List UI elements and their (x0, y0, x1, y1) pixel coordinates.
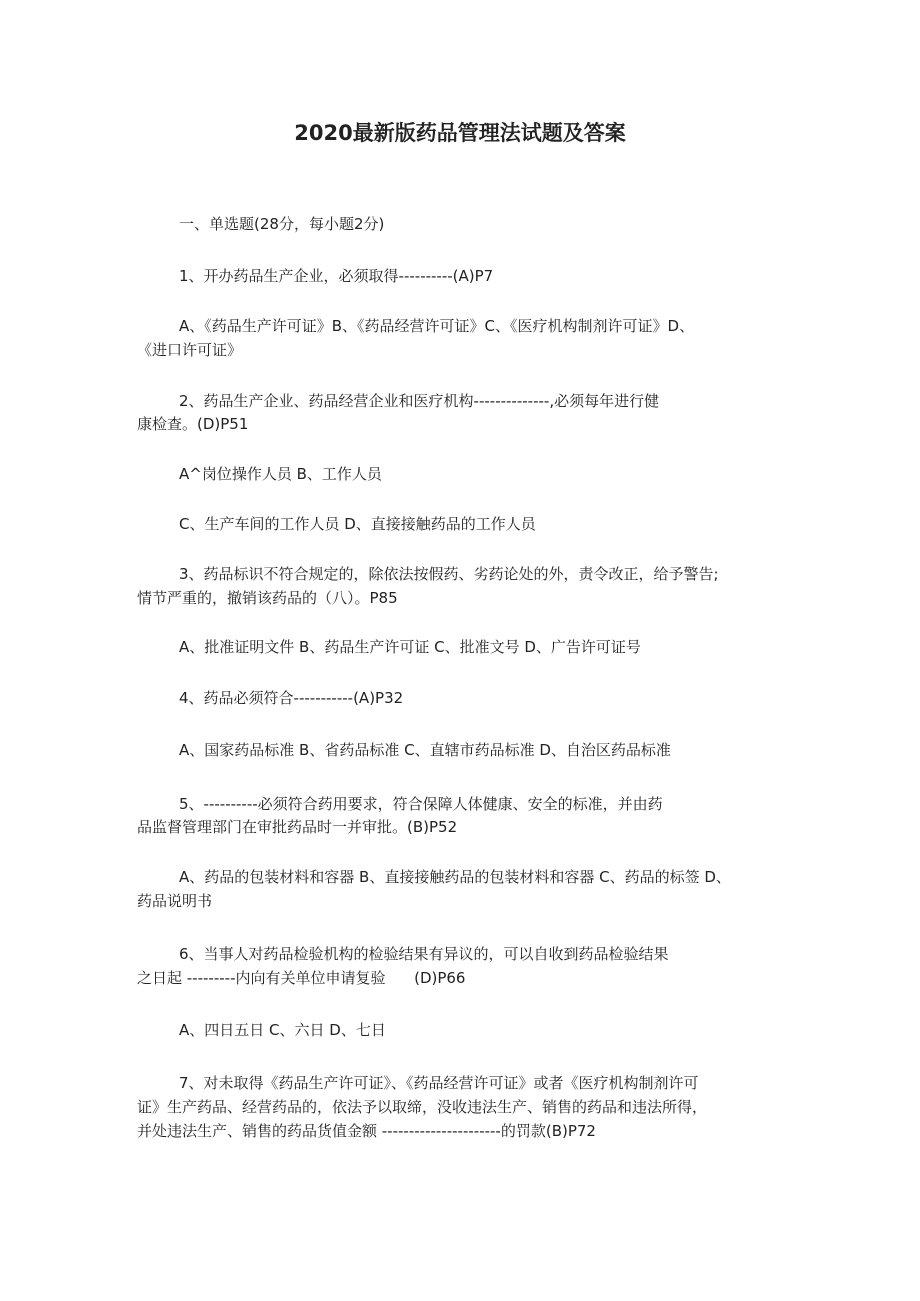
question-3-line-1: 3、药品标识不符合规定的，除依法按假药、劣药论处的外，责令改正，给予警告; (179, 565, 719, 583)
question-3-line-2: 情节严重的，撤销该药品的（八）。P85 (137, 589, 398, 607)
question-2-line-1: 2、药品生产企业、药品经营企业和医疗机构--------------,必须每年进行健 (179, 392, 660, 410)
question-4-line-1: 4、药品必须符合-----------(A)P32 (179, 689, 404, 707)
document-title: 2020最新版药品管理法试题及答案 (294, 121, 626, 145)
question-7-line-3: 并处违法生产、销售的药品货值金额 ----------------------的罚款(B)P72 (137, 1122, 596, 1140)
question-7-line-2: 证》生产药品、经营药品的，依法予以取缔，没收违法生产、销售的药品和违法所得， (137, 1098, 708, 1116)
question-4-options: A、国家药品标准 B、省药品标准 C、直辖市药品标准 D、自治区药品标准 (179, 741, 671, 759)
question-7-line-1: 7、对未取得《药品生产许可证》、《药品经营许可证》或者《医疗机构制剂许可 (179, 1074, 699, 1092)
question-5-options-line-2: 药品说明书 (137, 892, 213, 910)
question-3-options: A、批准证明文件 B、药品生产许可证 C、批准文号 D、广告许可证号 (179, 638, 641, 656)
section-heading: 一、单选题(28分，每小题2分) (179, 215, 385, 233)
question-6-options: A、四日五日 C、六日 D、七日 (179, 1021, 386, 1039)
question-5-options-line-1: A、药品的包装材料和容器 B、直接接触药品的包装材料和容器 C、药品的标签 D、 (179, 868, 731, 886)
question-1-options-line-2: 《进口许可证》 (137, 341, 243, 359)
question-2-option-a-b: A^岗位操作人员 B、工作人员 (179, 465, 382, 483)
question-2-option-c-d: C、生产车间的工作人员 D、直接接触药品的工作人员 (179, 515, 536, 533)
question-2-line-2: 康检查。(D)P51 (137, 415, 249, 433)
question-6-line-2: 之日起 ---------内向有关单位申请复验 (D)P66 (137, 969, 466, 987)
question-5-line-1: 5、----------必须符合药用要求，符合保障人体健康、安全的标准，并由药 (179, 795, 663, 813)
question-1-line-1: 1、开办药品生产企业，必须取得----------(A)P7 (179, 267, 494, 285)
question-1-options-line-1: A、《药品生产许可证》B、《药品经营许可证》C、《医疗机构制剂许可证》D、 (179, 317, 695, 335)
question-5-line-2: 品监督管理部门在审批药品时一并审批。(B)P52 (137, 818, 458, 836)
question-6-line-1: 6、当事人对药品检验机构的检验结果有异议的，可以自收到药品检验结果 (179, 945, 669, 963)
